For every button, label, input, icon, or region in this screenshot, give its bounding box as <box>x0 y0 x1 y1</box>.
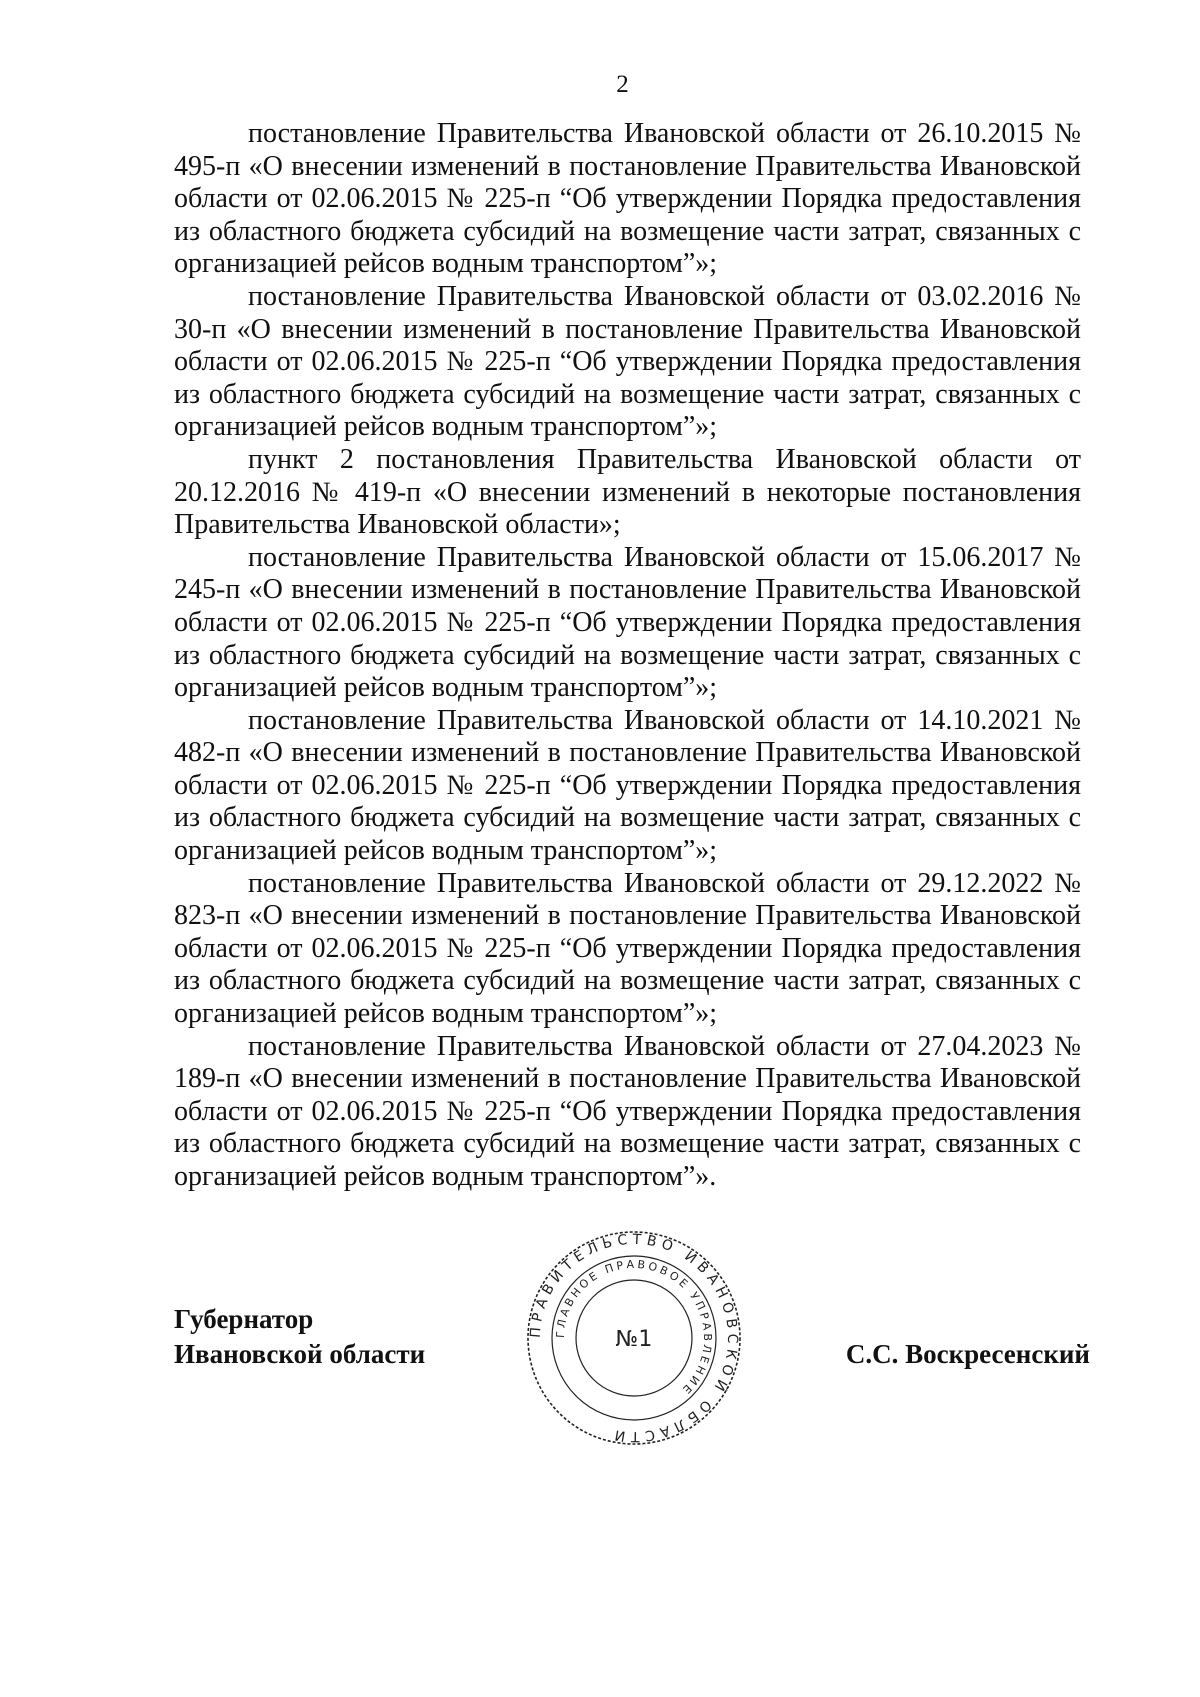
signature-title <box>174 1302 425 1372</box>
paragraph-1: постановление Правительства Ивановской области от 26.10.2015 № 495-п «О внесении изменений в постановление Правительства Ивановской области от 02.06.2015 № 225-п “Об утверждении Порядка предоставления из областного бюджета субсидий на возмещение части затрат, связанных с организацией рейсов водным транспортом”»; <box>174 118 1081 280</box>
document-body <box>174 118 1081 1194</box>
seal-inner-text: ГЛАВНОЕ ПРАВОВОЕ УПРАВЛЕНИЕ <box>553 1257 715 1398</box>
signature-title-line-1: Губернатор <box>174 1304 314 1334</box>
seal-graphic <box>526 1230 742 1446</box>
official-seal <box>526 1230 742 1446</box>
seal-outer-text: ПРАВИТЕЛЬСТВО ИВАНОВСКОЙ ОБЛАСТИ <box>527 1231 741 1445</box>
paragraph-5: постановление Правительства Ивановской области от 14.10.2021 № 482-п «О внесении изменений в постановление Правительства Ивановской области от 02.06.2015 № 225-п “Об утверждении Порядка предоставления из областного бюджета субсидий на возмещение части затрат, связанных с организацией рейсов водным транспортом”»; <box>174 704 1081 867</box>
paragraph-2: постановление Правительства Ивановской области от 03.02.2016 № 30-п «О внесении изменений в постановление Правительства Ивановской области от 02.06.2015 № 225-п “Об утверждении Порядка предоставления из областного бюджета субсидий на возмещение части затрат, связанных с организацией рейсов водным транспортом”»; <box>174 280 1081 443</box>
paragraph-3: пункт 2 постановления Правительства Ивановской области от 20.12.2016 № 419-п «О внесении изменений в некоторые постановления Правительства Ивановской области»; <box>174 443 1081 541</box>
paragraph-7: постановление Правительства Ивановской области от 27.04.2023 № 189-п «О внесении изменений в постановление Правительства Ивановской области от 02.06.2015 № 225-п “Об утверждении Порядка предоставления из областного бюджета субсидий на возмещение части затрат, связанных с организацией рейсов водным транспортом”». <box>174 1030 1081 1192</box>
signer-name: С.С. Воскресенский <box>845 1339 1090 1369</box>
paragraph-6: постановление Правительства Ивановской области от 29.12.2022 № 823-п «О внесении изменений в постановление Правительства Ивановской области от 02.06.2015 № 225-п “Об утверждении Порядка предоставления из областного бюджета субсидий на возмещение части затрат, связанных с организацией рейсов водным транспортом”»; <box>174 867 1081 1030</box>
signature-title-line-2: Ивановской области <box>174 1339 426 1369</box>
paragraph-4: постановление Правительства Ивановской области от 15.06.2017 № 245-п «О внесении изменений в постановление Правительства Ивановской области от 02.06.2015 № 225-п “Об утверждении Порядка предоставления из областного бюджета субсидий на возмещение части затрат, связанных с организацией рейсов водным транспортом”»; <box>174 541 1081 704</box>
page-number: 2 <box>616 71 629 98</box>
seal-center-text: №1 <box>615 1327 653 1352</box>
